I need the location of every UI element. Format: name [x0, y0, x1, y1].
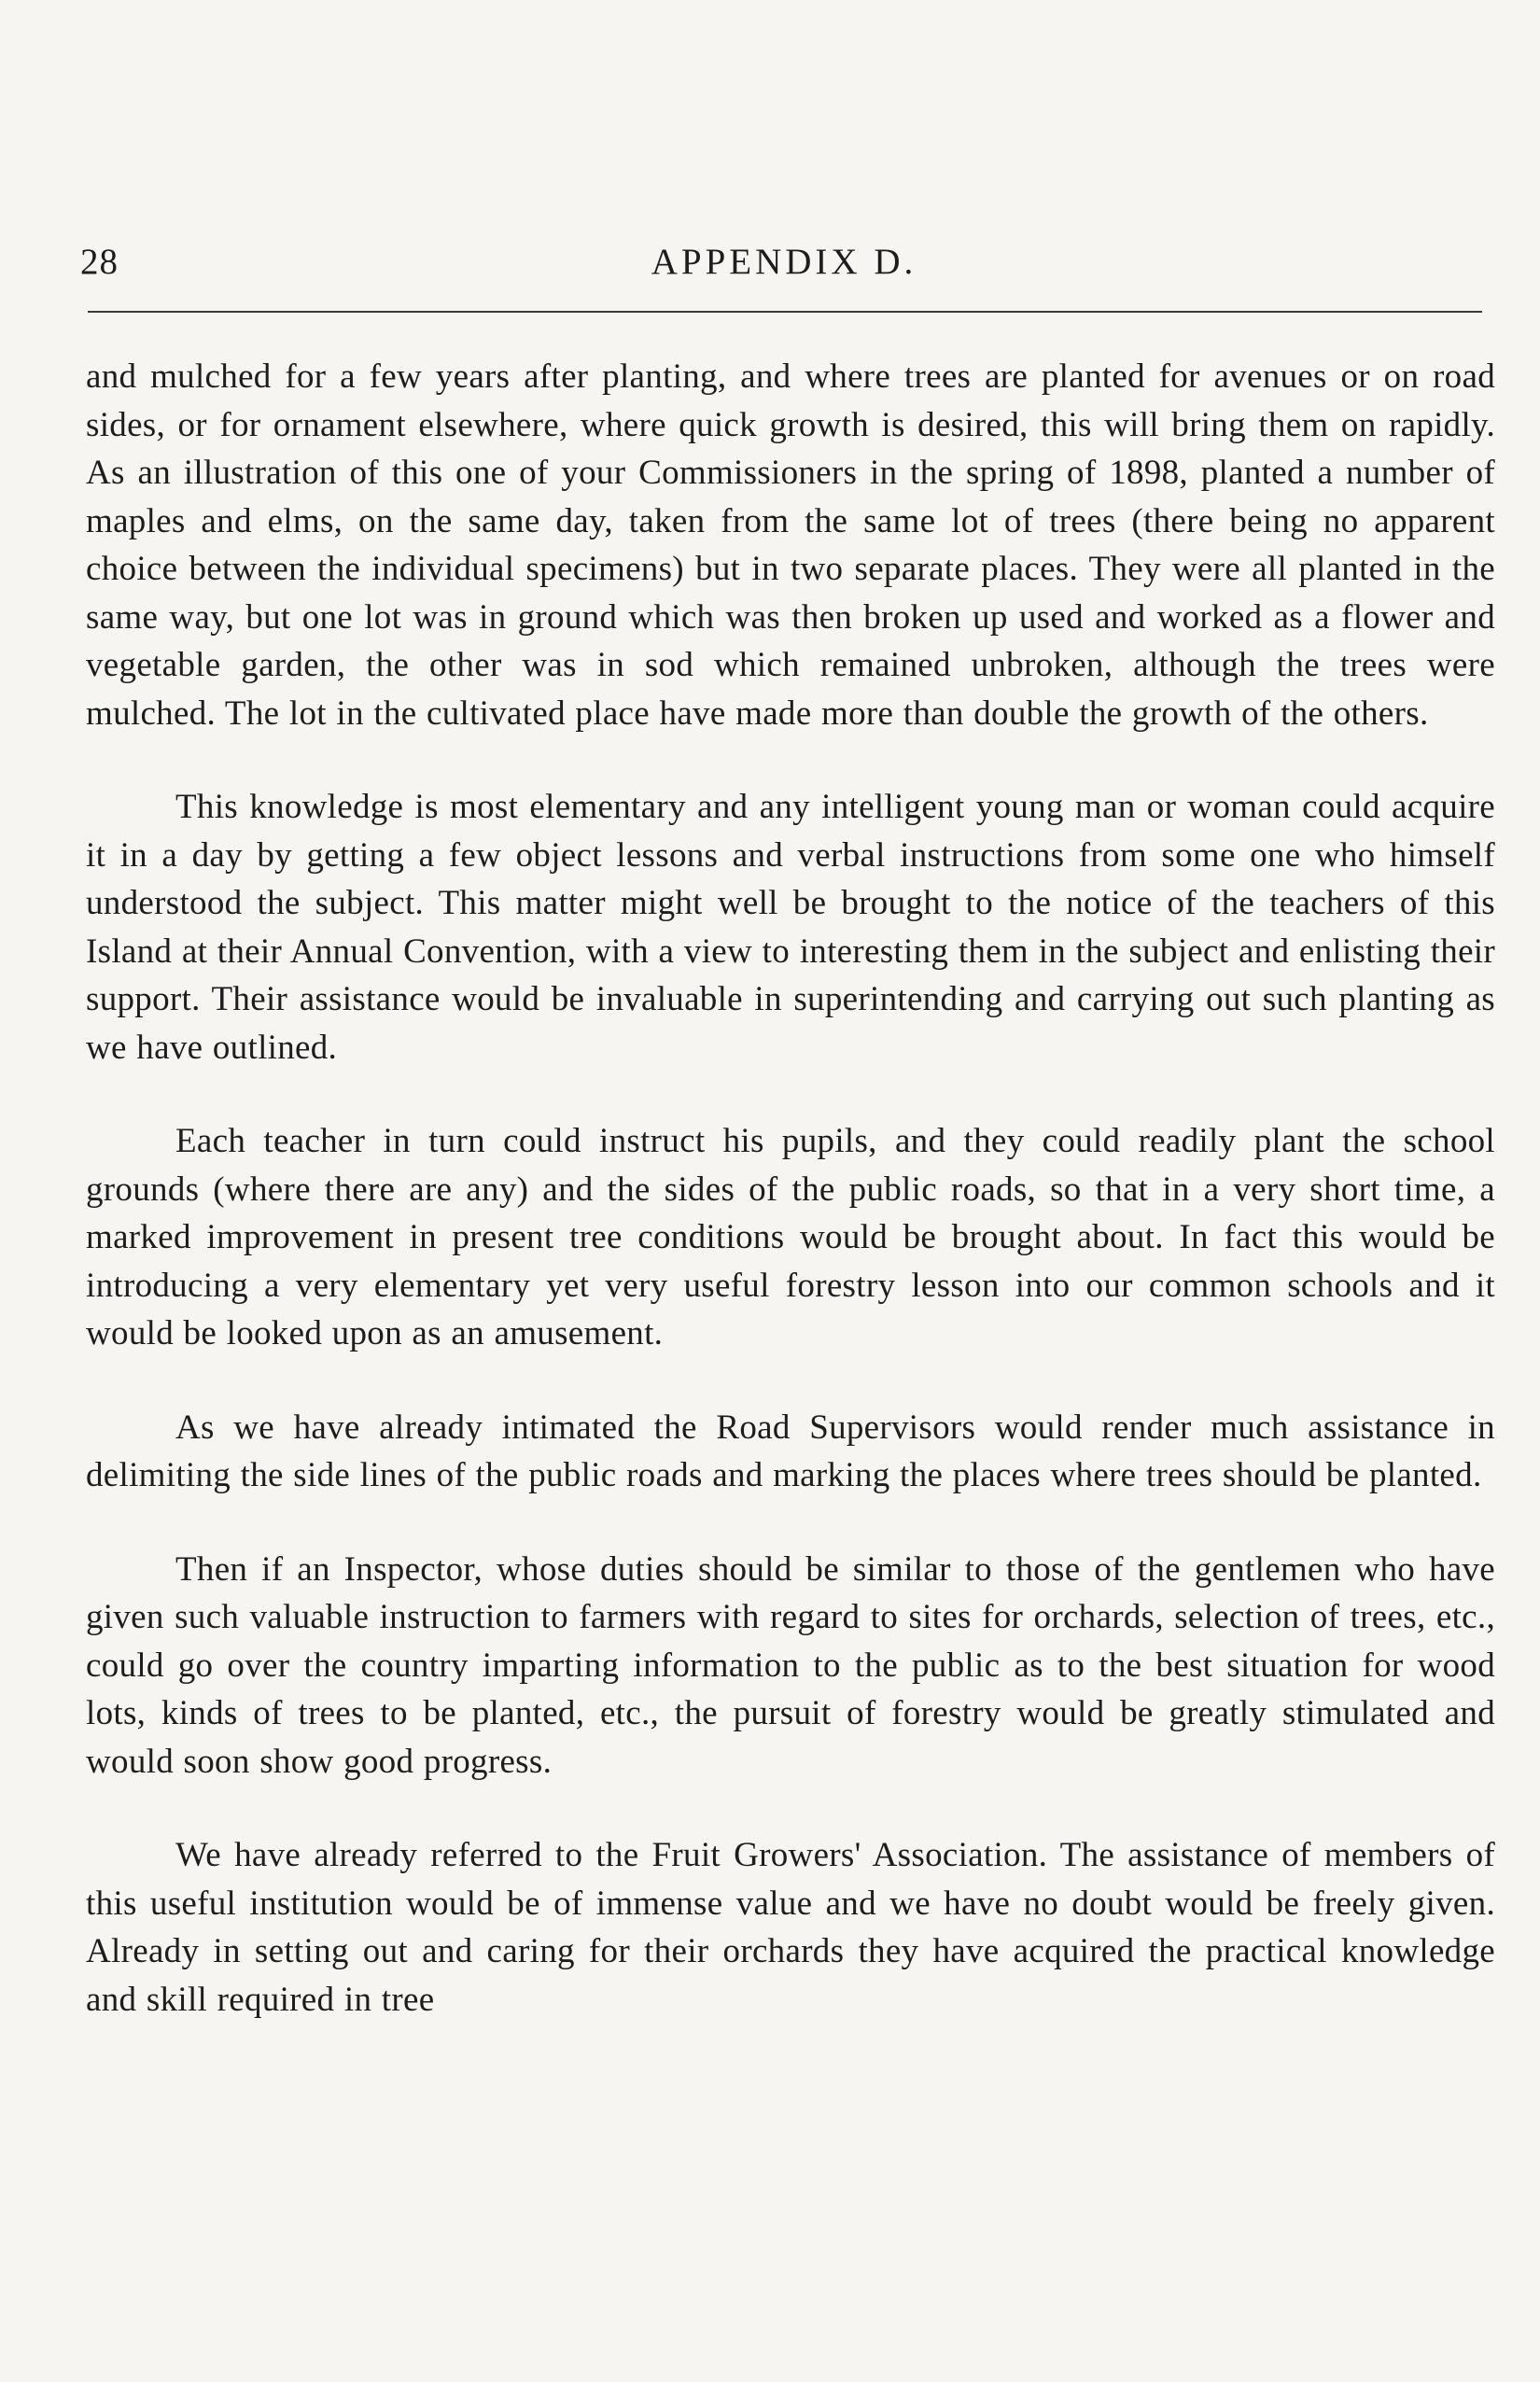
running-head: APPENDIX D.: [651, 242, 917, 282]
body-text: [86, 353, 1495, 2024]
paragraph-fruit-growers: We have already referred to the Fruit Growers' Association. The assistance of members of this useful institution would be of immense value and we have no doubt would be freely given. Already in setting out and caring for their orchards they have acquired the practical knowledge and skill required in tree: [86, 1836, 1495, 2019]
paragraph-continuation: and mulched for a few years after planting, and where trees are planted for avenues or on road sides, or for ornament elsewhere, where quick growth is desired, this will bring them on rapidly. As an illustration of this one of your Commissioners in the spring of 1898, planted a number of maples and elms, on the same day, taken from the same lot of trees (there being no apparent choice between the individual specimens) but in two separate places. They were all planted in the same way, but one lot was in ground which was then broken up used and worked as a flower and vegetable garden, the other was in sod which remained unbroken, although the trees were mulched. The lot in the cultivated place have made more than double the growth of the others.: [86, 357, 1495, 733]
paragraph-knowledge: This knowledge is most elementary and any intelligent young man or woman could acquire it in a day by getting a few object lessons and verbal instructions from some one who himself understood the subject. This matter might well be brought to the notice of the teachers of this Island at their Annual Convention, with a view to interesting them in the subject and enlisting their support. Their assistance would be invaluable in superintending and carrying out such planting as we have outlined.: [86, 788, 1495, 1067]
header-rule: [88, 311, 1482, 313]
page-number: 28: [80, 242, 119, 282]
paragraph-teacher: Each teacher in turn could instruct his pupils, and they could readily plant the school grounds (where there are any) and the sides of the public roads, so that in a very short time, a marked improvement in present tree conditions would be brought about. In fact this would be introducing a very elementary yet very useful forestry lesson into our common schools and it would be looked upon as an amusement.: [86, 1122, 1495, 1352]
paragraph-road-supervisors: As we have already intimated the Road Supervisors would render much assistance in delimiting the side lines of the public roads and marking the places where trees should be planted.: [86, 1408, 1495, 1494]
paragraph-inspector: Then if an Inspector, whose duties should be similar to those of the gentlemen who have given such valuable instruction to farmers with regard to sites for orchards, selection of trees, etc., could go over the country imparting information to the public as to the best situation for wood lots, kinds of trees to be planted, etc., the pursuit of forestry would be greatly stimulated and would soon show good progress.: [86, 1549, 1495, 1781]
page-header: [80, 241, 1488, 287]
